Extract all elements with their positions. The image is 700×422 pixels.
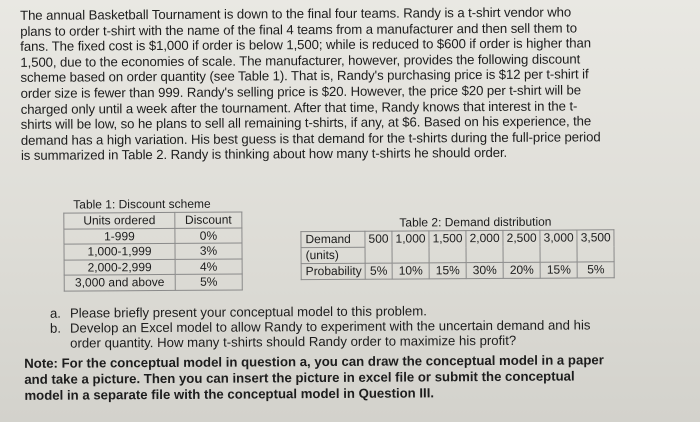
question-list [50, 302, 680, 351]
note-line: Note: For the conceptual model in question a, you can draw the conceptual model in a paper [24, 352, 604, 371]
note-line: and take a picture. Then you can insert the picture in excel file or submit the conceptual [24, 368, 575, 388]
demand-distribution-table [300, 229, 615, 280]
table2-caption: Table 2: Demand distribution [399, 214, 552, 230]
table-header-cell: Discount [175, 212, 242, 228]
table-cell: 20% [503, 262, 540, 278]
table-cell: 3,000 and above [64, 274, 175, 290]
table-cell: 1,500 [429, 231, 466, 263]
paragraph-line: order size is fewer than 999. Randy's selling price is $20. However, the price $20 per t-shirt will be [20, 82, 581, 101]
paragraph-line: shirts will be low, so he plans to sell all remaining t-shirts, if any, at $6. Based on his experience, the [20, 113, 592, 133]
table-cell: 3,000 [540, 230, 577, 262]
table-row [301, 230, 614, 248]
paragraph-line: plans to order t-shirt with the name of the final 4 teams from a manufacturer and then sell them to [20, 20, 577, 39]
question-text: Develop an Excel model to allow Randy to experiment with the uncertain demand and his [69, 317, 591, 336]
table-header-cell: Units ordered [64, 212, 175, 228]
note-line: model in a separate file with the conceptual model in Question III. [24, 385, 435, 404]
table-cell: 5% [175, 274, 242, 290]
paragraph-line: charged only until a week after the tournament. After that time, Randy knows that interest in the t- [20, 98, 578, 117]
list-marker: a. [49, 305, 61, 321]
table-cell: 500 [365, 231, 392, 263]
table-cell: 0% [175, 228, 242, 244]
table-cell: 4% [175, 259, 242, 275]
paragraph-line: fans. The fixed cost is $1,000 if order is below 1,500; while is reduced to $600 if order is higher than [20, 35, 592, 55]
question-text: order quantity. How many t-shirts should Randy order to maximize his profit? [70, 332, 517, 351]
question-text: Please briefly present your conceptual model to this problem. [69, 303, 427, 321]
table-cell: 30% [466, 262, 503, 278]
table-row [64, 228, 242, 245]
table-cell: 10% [392, 263, 429, 279]
table-row-label: Probability [301, 263, 365, 279]
table-row [301, 262, 614, 280]
table-cell: 15% [540, 262, 577, 278]
table-cell: 5% [365, 263, 392, 279]
paragraph-line: 1,500, due to the economies of scale. The manufacturer, however, provides the following discount [20, 51, 581, 70]
table-cell: 3% [175, 243, 242, 259]
table1-caption: Table 1: Discount scheme [73, 196, 211, 212]
paragraph-line: is summarized in Table 2. Randy is thinking about how many t-shirts he should order. [20, 145, 508, 164]
list-item [50, 317, 680, 351]
table-cell: 1,000-1,999 [64, 243, 175, 259]
table-cell: 2,000 [466, 230, 503, 262]
table-row-label: Demand [301, 231, 365, 247]
table-row [64, 243, 242, 260]
paragraph-line: scheme based on order quantity (see Table 1). That is, Randy's purchasing price is $12 per t-shirt if [20, 66, 589, 86]
discount-table [63, 212, 242, 292]
table-cell: 15% [429, 263, 466, 279]
table-header-row [64, 212, 242, 229]
table-cell: 1-999 [64, 228, 175, 244]
table-row [64, 274, 242, 291]
table-cell: 3,500 [577, 230, 614, 262]
table-cell: 1,000 [392, 231, 429, 263]
list-marker: b. [49, 320, 62, 336]
table-cell: 5% [577, 262, 614, 278]
table-row-label-unit: (units) [301, 247, 365, 263]
submission-note [24, 352, 684, 405]
table-row [64, 259, 242, 276]
table-cell: 2,000-2,999 [64, 259, 175, 275]
problem-description [20, 4, 683, 164]
table-cell: 2,500 [503, 230, 540, 262]
paragraph-line: The annual Basketball Tournament is down to the final four teams. Randy is a t-shirt vendor who [20, 4, 572, 23]
paragraph-line: demand has a high variation. His best guess is that demand for the t-shirts during the full-price period [20, 129, 601, 148]
